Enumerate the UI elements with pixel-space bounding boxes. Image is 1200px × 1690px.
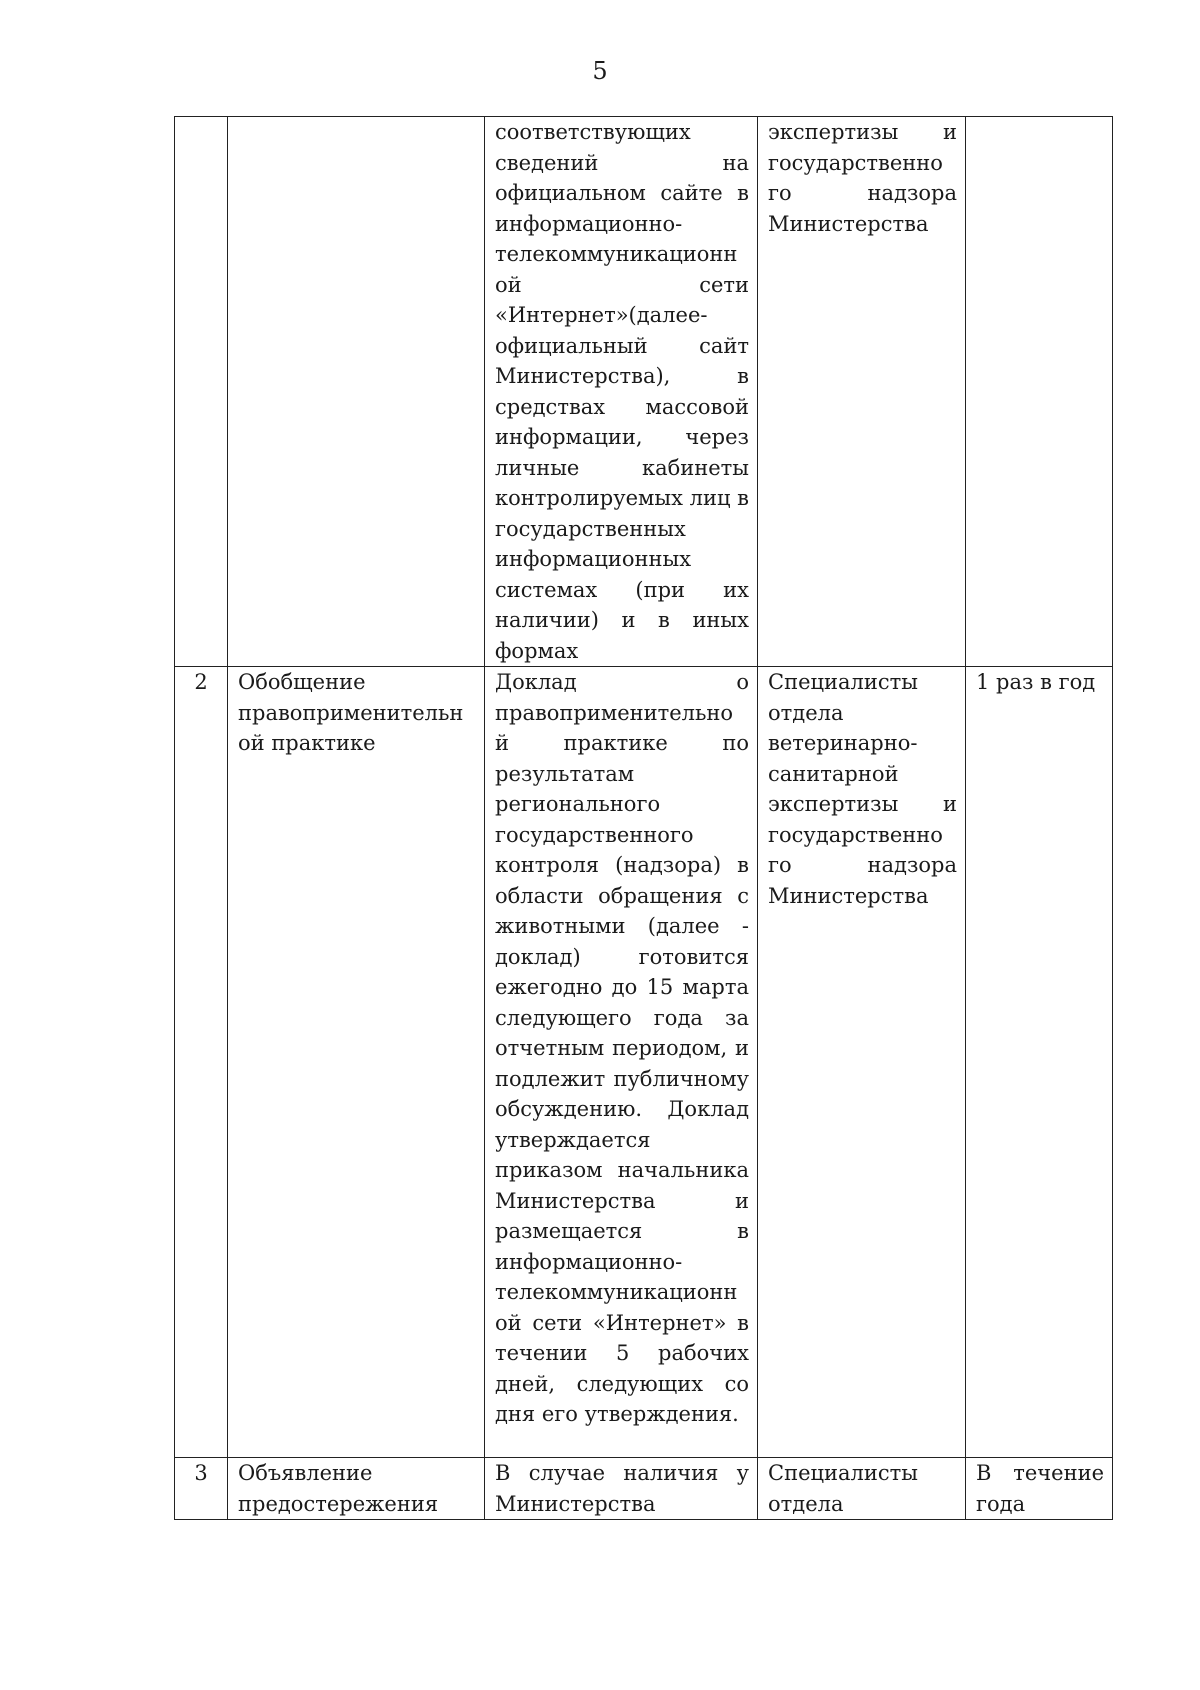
term-cell <box>966 667 1113 1458</box>
measure-name-cell <box>228 1458 485 1520</box>
row-number-cell <box>175 1458 228 1520</box>
measure-content: соответствующих сведений на официальном сайте в информационно-телекоммуникационн ой сети «Интернет»(далее- официальный сайт Министерства), в средствах массовой информации, через личные кабинеты контролируемых лиц в государственных информационных системах (при их наличии) и в иных формах <box>495 120 749 663</box>
measure-name-cell <box>228 667 485 1458</box>
row-number-cell <box>175 117 228 667</box>
term-cell <box>966 117 1113 667</box>
measure-content: В случае наличия у Министерства <box>495 1461 749 1516</box>
responsible-cell <box>758 667 966 1458</box>
measure-name: Объявление предостережения <box>238 1461 439 1516</box>
row-number-cell <box>175 667 228 1458</box>
table-row <box>175 667 1113 1458</box>
row-number: 2 <box>194 670 208 694</box>
responsible: экспертизы и государственно го надзора Министерства <box>768 120 957 236</box>
term: 1 раз в год <box>976 670 1096 694</box>
table-row <box>175 117 1113 667</box>
row-number: 3 <box>194 1461 208 1485</box>
measure-name: Обобщение правоприменительн ой практике <box>238 670 464 755</box>
measure-content-cell <box>485 667 758 1458</box>
measure-content-cell <box>485 117 758 667</box>
term: В течение года <box>976 1461 1104 1516</box>
responsible: Специалисты отдела ветеринарно-санитарной экспертизы и государственно го надзора Министерства <box>768 670 957 908</box>
page-number: 5 <box>592 57 608 85</box>
measures-table <box>174 116 1113 1520</box>
responsible-cell <box>758 1458 966 1520</box>
table-row <box>175 1458 1113 1520</box>
term-cell <box>966 1458 1113 1520</box>
measure-name-cell <box>228 117 485 667</box>
measure-content-cell <box>485 1458 758 1520</box>
responsible: Специалисты отдела <box>768 1461 918 1516</box>
responsible-cell <box>758 117 966 667</box>
measure-content: Доклад о правоприменительно й практике по результатам регионального государственного контроля (надзора) в области обращения с животными (далее - доклад) готовится ежегодно до 15 марта следующего года за отчетным периодом, и подлежит публичному обсуждению. Доклад утверждается приказом начальника Министерства и размещается в информационно-телекоммуникационн ой сети «Интернет» в течении 5 рабочих дней, следующих со дня его утверждения. <box>495 670 749 1426</box>
